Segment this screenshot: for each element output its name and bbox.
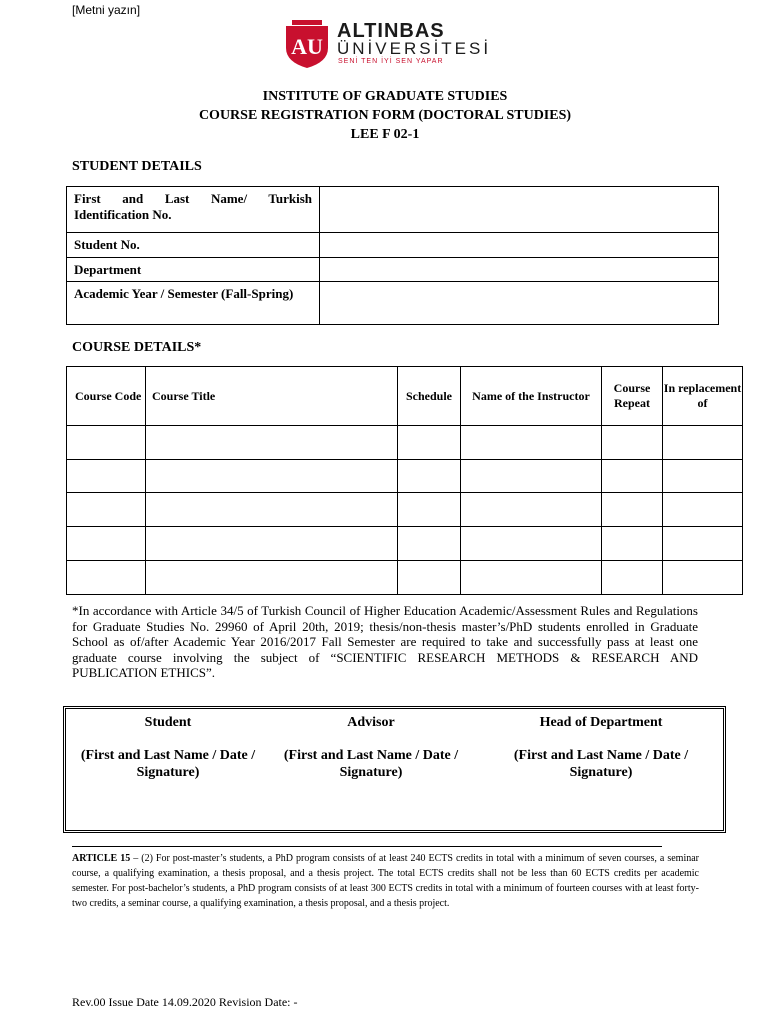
logo-monogram: AU <box>291 34 323 59</box>
article-label: ARTICLE 15 <box>72 853 131 864</box>
course-cell[interactable] <box>602 460 663 493</box>
table-row <box>67 493 743 527</box>
course-cell[interactable] <box>146 527 398 561</box>
course-cell[interactable] <box>461 527 602 561</box>
student-field-value[interactable] <box>320 282 719 325</box>
institute-heading: INSTITUTE OF GRADUATE STUDIES <box>262 89 508 104</box>
signature-advisor <box>266 714 476 781</box>
signature-detail: (First and Last Name / Date / Signature) <box>80 748 256 780</box>
header-note: [Metni yazın] <box>72 3 141 17</box>
signature-head-of-department <box>496 714 706 781</box>
course-cell[interactable] <box>67 426 146 460</box>
course-cell[interactable] <box>663 460 743 493</box>
col-schedule: Schedule <box>398 367 461 426</box>
student-field-value[interactable] <box>320 233 719 258</box>
course-cell[interactable] <box>663 426 743 460</box>
course-cell[interactable] <box>67 493 146 527</box>
course-cell[interactable] <box>461 561 602 595</box>
col-course-title: Course Title <box>146 367 398 426</box>
course-cell[interactable] <box>146 493 398 527</box>
course-cell[interactable] <box>67 527 146 561</box>
course-cell[interactable] <box>461 460 602 493</box>
course-cell[interactable] <box>67 561 146 595</box>
course-details-title: COURSE DETAILS* <box>72 340 202 355</box>
table-row <box>67 460 743 493</box>
course-cell[interactable] <box>602 527 663 561</box>
col-instructor: Name of the Instructor <box>461 367 602 426</box>
course-cell[interactable] <box>398 493 461 527</box>
regulation-note: *In accordance with Article 34/5 of Turkish Council of Higher Education Academic/Assessment Rules and Regulations for Graduate Studies No. 29960 of April 20th, 2019; thesis/non-thesis master’s/PhD students enrolled in Graduate School as of/after Academic Year 2016/2017 Fall Semester are required to take and successfully pass at least one graduate course involving the subject of “SCIENTIFIC RESEARCH METHODS & RESEARCH AND PUBLICATION ETHICS”. <box>72 603 698 680</box>
student-field-label: Department <box>67 258 320 282</box>
course-cell[interactable] <box>398 426 461 460</box>
university-emblem-icon <box>282 18 332 68</box>
student-field-label: First and Last Name/ Turkish Identification No. <box>67 187 320 233</box>
col-course-code: Course Code <box>67 367 146 426</box>
table-row <box>67 426 743 460</box>
course-cell[interactable] <box>146 561 398 595</box>
signature-student <box>78 714 258 781</box>
col-course-repeat: Course Repeat <box>602 367 663 426</box>
course-cell[interactable] <box>461 493 602 527</box>
table-row <box>67 561 743 595</box>
signature-title: Advisor <box>347 715 395 730</box>
course-cell[interactable] <box>663 493 743 527</box>
university-logo <box>282 18 502 68</box>
table-row <box>67 527 743 561</box>
course-cell[interactable] <box>146 460 398 493</box>
course-cell[interactable] <box>602 561 663 595</box>
course-cell[interactable] <box>461 426 602 460</box>
course-cell[interactable] <box>398 527 461 561</box>
signature-detail: (First and Last Name / Date / Signature) <box>283 748 459 780</box>
signature-title: Student <box>144 715 192 730</box>
student-details-title: STUDENT DETAILS <box>72 159 202 174</box>
course-cell[interactable] <box>398 460 461 493</box>
student-field-value[interactable] <box>320 258 719 282</box>
student-field-label: Student No. <box>67 233 320 258</box>
course-cell[interactable] <box>663 527 743 561</box>
article-15 <box>72 851 699 911</box>
course-cell[interactable] <box>146 426 398 460</box>
form-code: LEE F 02-1 <box>350 127 420 142</box>
logo-tagline: SENİ TEN İYİ SEN YAPAR <box>338 58 444 65</box>
signature-title: Head of Department <box>539 715 663 730</box>
footer-revision: Rev.00 Issue Date 14.09.2020 Revision Date: - <box>72 995 298 1009</box>
course-cell[interactable] <box>398 561 461 595</box>
article-text: – (2) For post-master’s students, a PhD program consists of at least 240 ECTS credits in total with a minimum of seven courses, a seminar course, a qualifying examination, a thesis proposal, and a thesis project. The total ECTS credits shall not be less than 60 ECTS credits per academic semester. For post-bachelor’s students, a PhD program consists of at least 300 ECTS credits in total with a minimum of fourteen courses with at least forty-two credits, a seminar course, a qualifying examination, a thesis proposal, and a thesis project. <box>72 853 699 909</box>
student-field-label: Academic Year / Semester (Fall-Spring) <box>67 282 320 325</box>
logo-name: ALTINBAS <box>337 20 445 42</box>
course-cell[interactable] <box>663 561 743 595</box>
course-details-table <box>66 366 743 595</box>
signature-box <box>63 706 726 833</box>
student-details-table <box>66 186 719 325</box>
student-field-value[interactable] <box>320 187 719 233</box>
course-cell[interactable] <box>602 426 663 460</box>
col-replacement: In replacement of <box>663 367 743 426</box>
course-cell[interactable] <box>67 460 146 493</box>
logo-subname: ÜNİVERSİTESİ <box>337 39 492 58</box>
course-cell[interactable] <box>602 493 663 527</box>
signature-detail: (First and Last Name / Date / Signature) <box>513 748 689 780</box>
divider <box>72 846 662 847</box>
form-title: COURSE REGISTRATION FORM (DOCTORAL STUDIES) <box>198 108 572 123</box>
